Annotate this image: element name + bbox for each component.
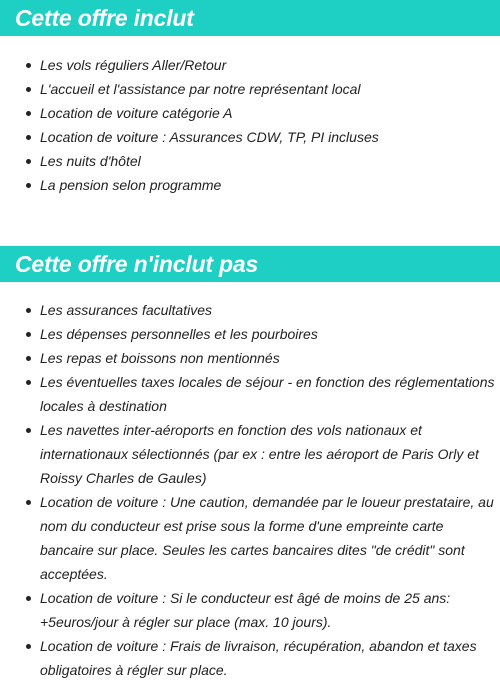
- list-item-text: L'accueil et l'assistance par notre représentant local: [40, 81, 361, 97]
- list-item-text: Les dépenses personnelles et les pourboires: [40, 326, 318, 342]
- bullet-icon: [26, 332, 31, 337]
- list-item: [0, 634, 500, 682]
- bullet-icon: [26, 63, 31, 68]
- list-item-text: Les éventuelles taxes locales de séjour - en fonction des réglementations locales à destination: [40, 374, 495, 414]
- excluded-section-title: Cette offre n'inclut pas: [0, 246, 500, 282]
- list-item: [0, 149, 500, 173]
- included-list: [0, 36, 500, 230]
- bullet-icon: [26, 380, 31, 385]
- list-item-text: Les assurances facultatives: [40, 302, 212, 318]
- bullet-icon: [26, 111, 31, 116]
- list-item: [0, 101, 500, 125]
- included-section: [0, 0, 500, 230]
- list-item: [0, 125, 500, 149]
- list-item: [0, 173, 500, 197]
- bullet-icon: [26, 596, 31, 601]
- list-item-text: Location de voiture catégorie A: [40, 105, 233, 121]
- list-item: [0, 322, 500, 346]
- bullet-icon: [26, 500, 31, 505]
- bullet-icon: [26, 159, 31, 164]
- list-item: [0, 346, 500, 370]
- included-section-title: Cette offre inclut: [0, 0, 500, 36]
- bullet-icon: [26, 356, 31, 361]
- bullet-icon: [26, 87, 31, 92]
- list-item: [0, 490, 500, 586]
- list-item: [0, 53, 500, 77]
- list-item: [0, 298, 500, 322]
- bullet-icon: [26, 308, 31, 313]
- bullet-icon: [26, 183, 31, 188]
- bullet-icon: [26, 135, 31, 140]
- list-item-text: Les vols réguliers Aller/Retour: [40, 57, 227, 73]
- list-item: [0, 370, 500, 418]
- list-item: [0, 77, 500, 101]
- list-item-text: Les nuits d'hôtel: [40, 153, 141, 169]
- list-item-text: La pension selon programme: [40, 177, 222, 193]
- excluded-list: [0, 282, 500, 682]
- list-item-text: Location de voiture : Assurances CDW, TP, PI incluses: [40, 129, 379, 145]
- list-item-text: Les navettes inter-aéroports en fonction des vols nationaux et internationaux sélectionnés (par ex : entre les aéroport de Paris Orly et Roissy Charles de Gaules): [40, 422, 479, 486]
- list-item-text: Les repas et boissons non mentionnés: [40, 350, 280, 366]
- list-item: [0, 586, 500, 634]
- excluded-section: [0, 246, 500, 682]
- list-item-text: Location de voiture : Frais de livraison, récupération, abandon et taxes obligatoires à régler sur place.: [40, 638, 477, 678]
- list-item-text: Location de voiture : Une caution, demandée par le loueur prestataire, au nom du conducteur est prise sous la forme d'une empreinte carte bancaire sur place. Seules les cartes bancaires dites "de crédit" sont acceptées.: [40, 494, 494, 582]
- list-item-text: Location de voiture : Si le conducteur est âgé de moins de 25 ans: +5euros/jour à régler sur place (max. 10 jours).: [40, 590, 451, 630]
- bullet-icon: [26, 644, 31, 649]
- list-item: [0, 418, 500, 490]
- bullet-icon: [26, 428, 31, 433]
